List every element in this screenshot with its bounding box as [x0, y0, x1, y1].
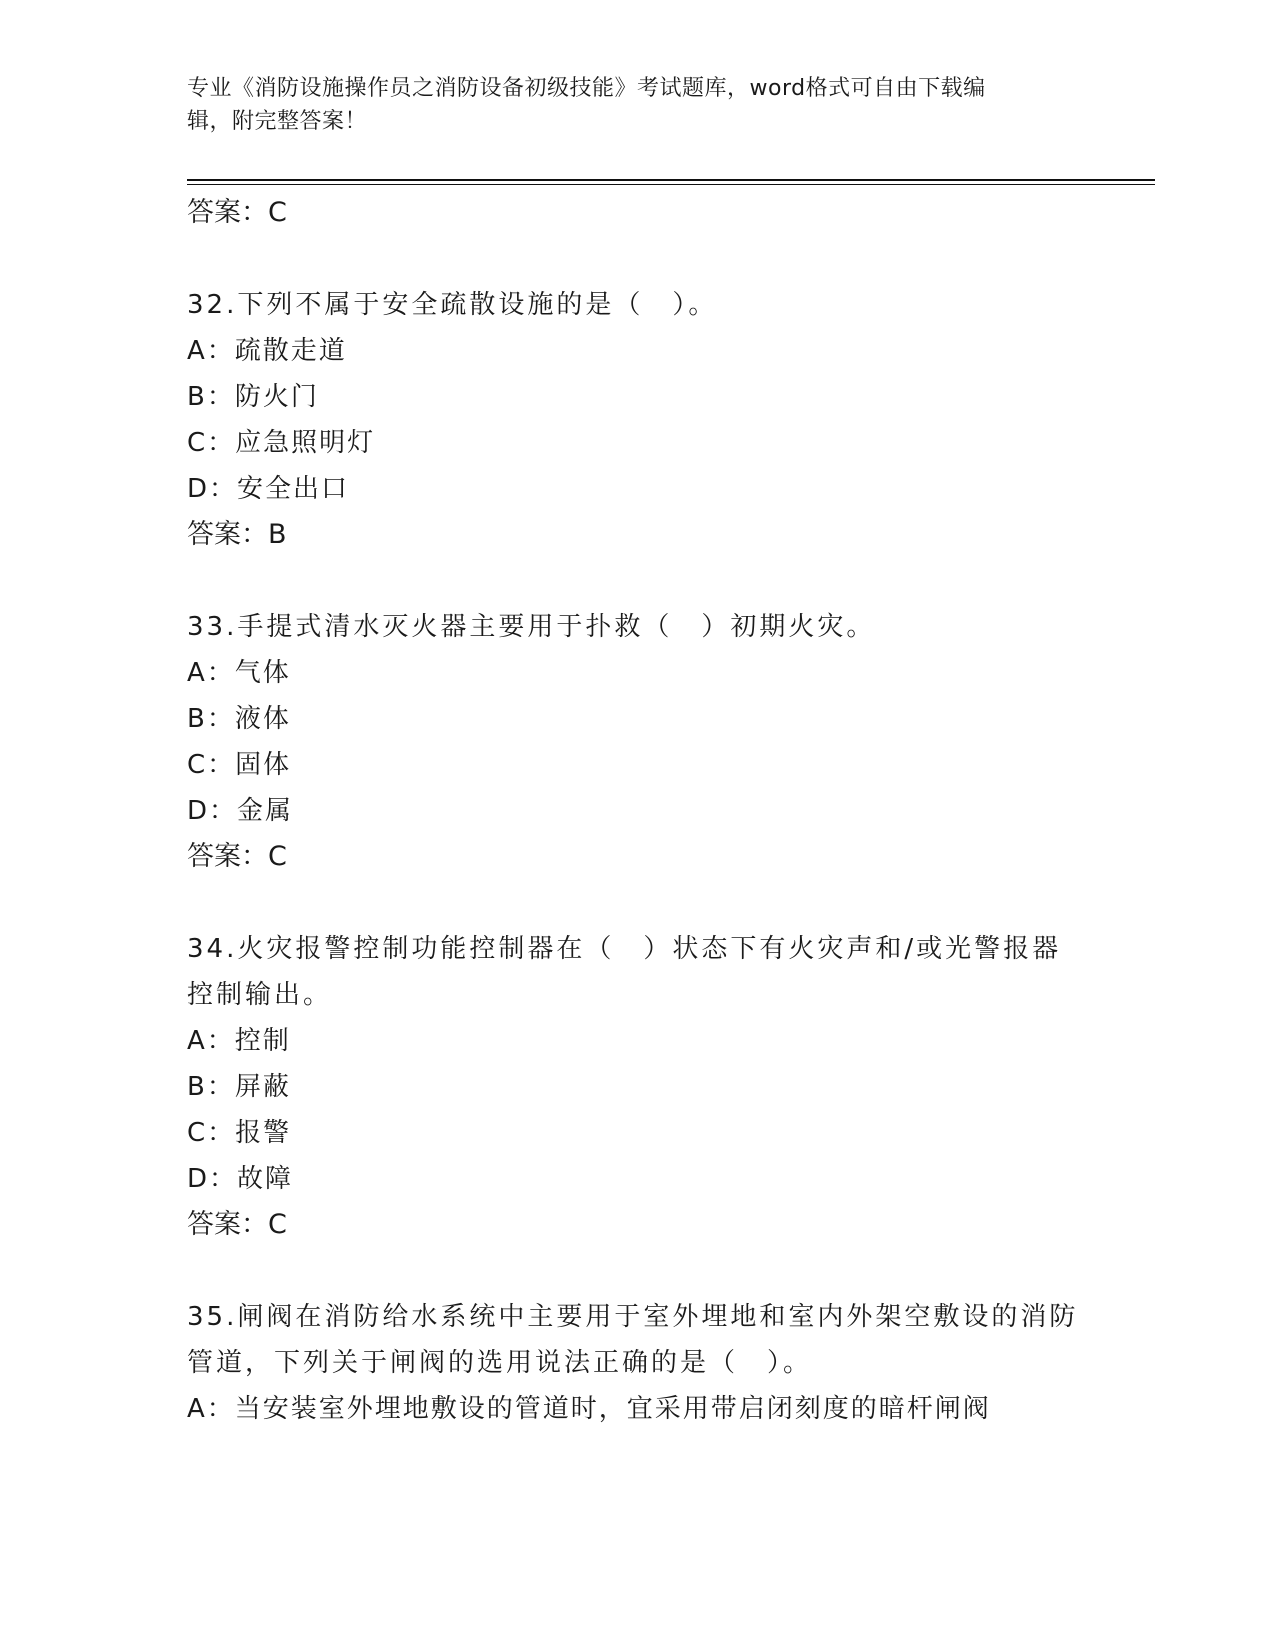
document-header — [187, 72, 1067, 138]
option-c: C：固体 — [187, 750, 292, 780]
option-d: D：安全出口 — [187, 474, 350, 504]
question-text-line-1: 35.闸阀在消防给水系统中主要用于室外埋地和室内外架空敷设的消防 — [187, 1302, 1079, 1332]
option-a: A：气体 — [187, 658, 291, 688]
question-34 — [187, 926, 1087, 1248]
question-text-line-2: 管道，下列关于闸阀的选用说法正确的是（ ）。 — [187, 1348, 813, 1378]
question-text: 32.下列不属于安全疏散设施的是（ ）。 — [187, 290, 718, 320]
option-d: D：故障 — [187, 1164, 294, 1194]
option-c: C：报警 — [187, 1118, 292, 1148]
option-c: C：应急照明灯 — [187, 428, 376, 458]
option-a: A：控制 — [187, 1026, 291, 1056]
option-b: B：液体 — [187, 704, 291, 734]
option-a: A：当安装室外埋地敷设的管道时，宜采用带启闭刻度的暗杆闸阀 — [187, 1394, 991, 1424]
header-line-1: 专业《消防设施操作员之消防设备初级技能》考试题库，word格式可自由下载编 — [187, 76, 986, 101]
question-list — [187, 190, 1087, 1432]
answer: 答案：C — [187, 1209, 287, 1240]
header-line-2: 辑，附完整答案！ — [187, 109, 368, 134]
option-a: A：疏散走道 — [187, 336, 347, 366]
answer: 答案：C — [187, 841, 287, 872]
question-text-line-2: 控制输出。 — [187, 980, 333, 1010]
option-b: B：屏蔽 — [187, 1072, 291, 1102]
question-32 — [187, 282, 1087, 558]
header-rule-thick — [187, 179, 1155, 181]
question-33 — [187, 604, 1087, 880]
answer: 答案：B — [187, 519, 287, 550]
header-rule-thin — [187, 184, 1155, 185]
question-text-line-1: 34.火灾报警控制功能控制器在（ ）状态下有火灾声和/或光警报器 — [187, 934, 1062, 964]
answer-prev: 答案：C — [187, 197, 287, 228]
option-b: B：防火门 — [187, 382, 319, 412]
question-text: 33.手提式清水灭火器主要用于扑救（ ）初期火灾。 — [187, 612, 876, 642]
option-d: D：金属 — [187, 796, 294, 826]
question-35 — [187, 1294, 1087, 1432]
